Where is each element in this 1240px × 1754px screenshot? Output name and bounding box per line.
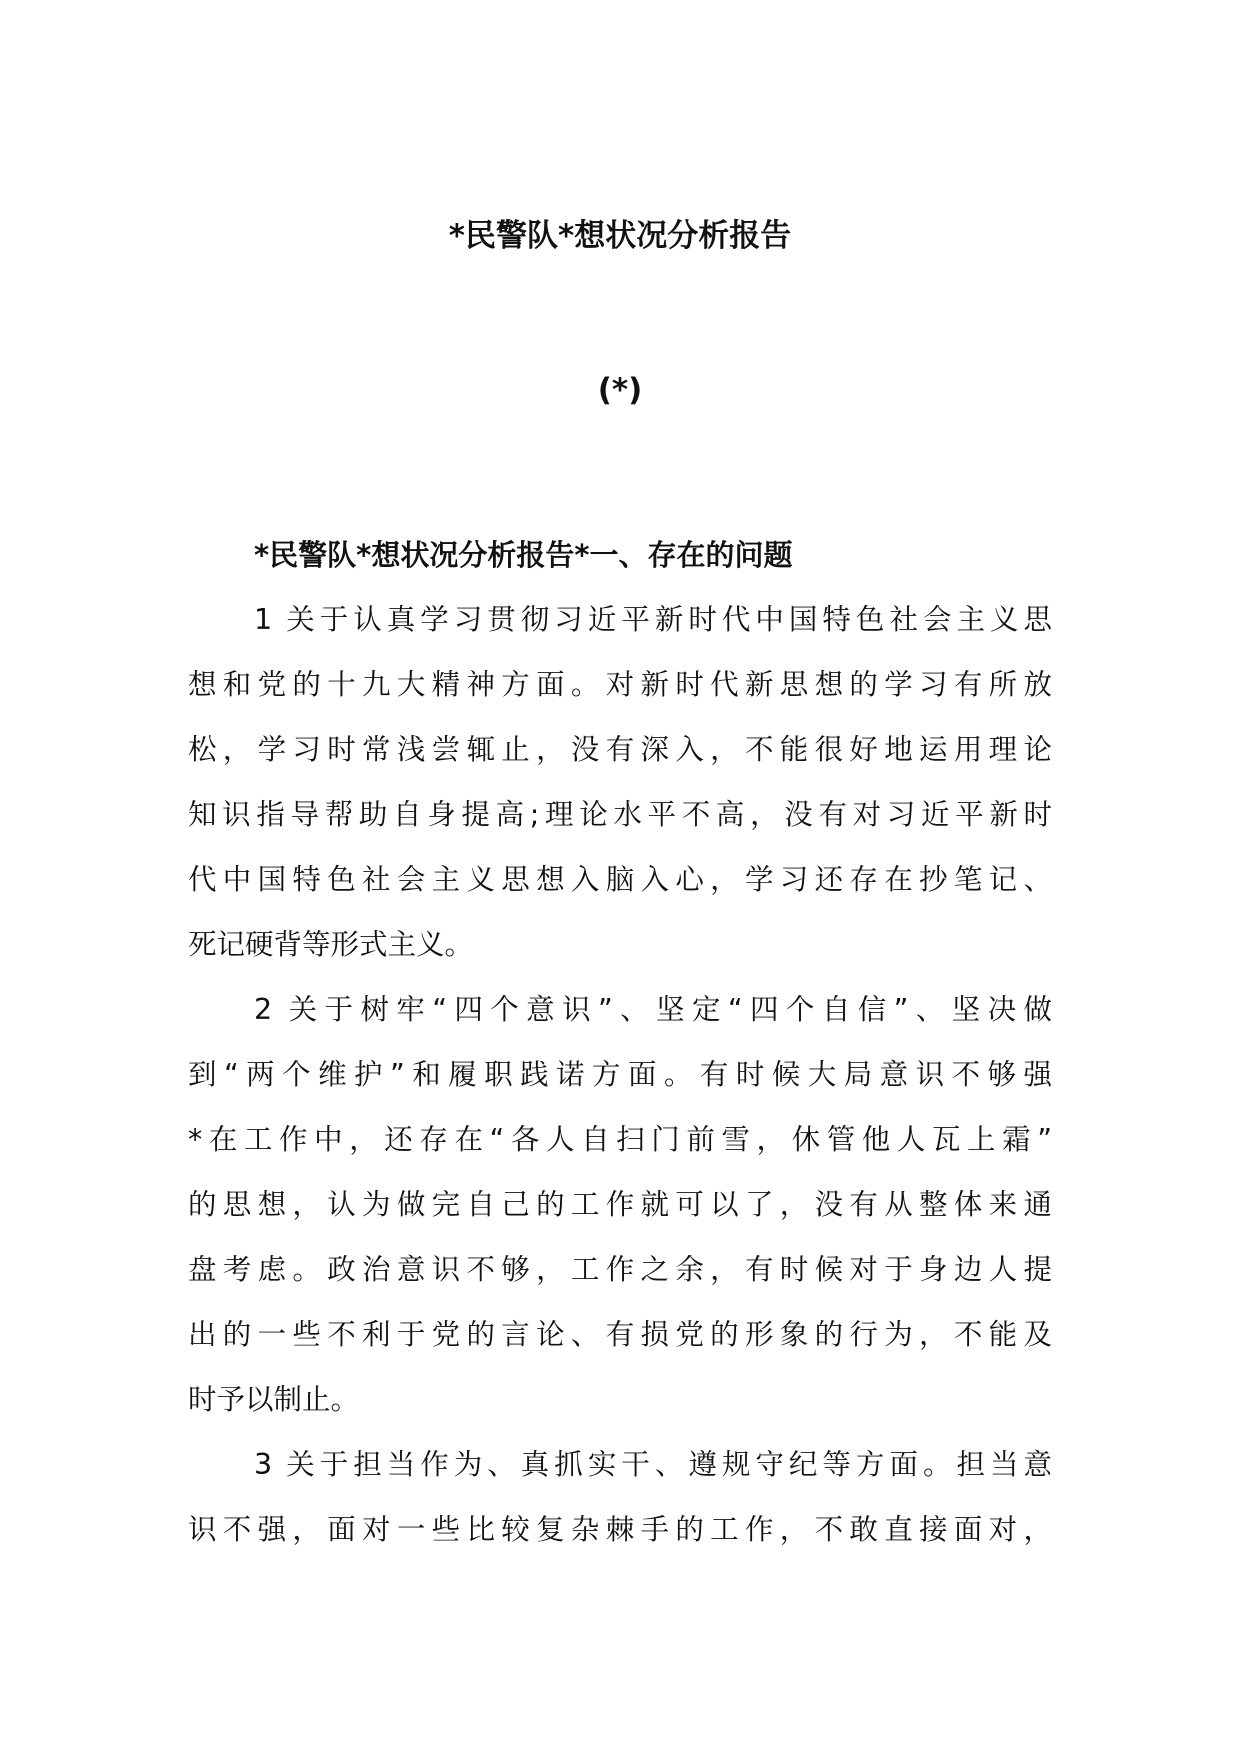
paragraph-line: 时予以制止。 (188, 1383, 360, 1416)
paragraph-line: 3 关于担当作为、真抓实干、遵规守纪等方面。担当意 (254, 1448, 1052, 1481)
paragraph-line: 2 关于树牢“四个意识”、坚定“四个自信”、坚决做 (254, 993, 1052, 1026)
paragraph-line: 死记硬背等形式主义。 (188, 928, 474, 961)
document-body (188, 532, 1052, 1572)
paragraph (188, 597, 1052, 987)
paragraph-line: 松，学习时常浅尝辄止，没有深入，不能很好地运用理论 (188, 733, 1052, 766)
paragraph-line: 知识指导帮助自身提高;理论水平不高，没有对习近平新时 (188, 798, 1052, 831)
paragraph-line: 出的一些不利于党的言论、有损党的形象的行为，不能及 (188, 1318, 1052, 1351)
section-heading: *民警队*想状况分析报告*一、存在的问题 (254, 538, 793, 572)
paragraph-line: 的思想，认为做完自己的工作就可以了，没有从整体来通 (188, 1188, 1052, 1221)
paragraph-line: 到“两个维护”和履职践诺方面。有时候大局意识不够强 (188, 1058, 1052, 1091)
paragraph-line: 想和党的十九大精神方面。对新时代新思想的学习有所放 (188, 668, 1052, 701)
paragraph-line: 盘考虑。政治意识不够，工作之余，有时候对于身边人提 (188, 1253, 1052, 1286)
paragraph-line: 1 关于认真学习贯彻习近平新时代中国特色社会主义思 (254, 603, 1052, 636)
paragraph (188, 1442, 1052, 1572)
document-title: *民警队*想状况分析报告 (448, 218, 792, 254)
paragraph-line: *在工作中，还存在“各人自扫门前雪，休管他人瓦上霜” (188, 1123, 1052, 1156)
document-subtitle: (*) (597, 372, 643, 408)
paragraph-line: 识不强，面对一些比较复杂棘手的工作，不敢直接面对， (188, 1513, 1052, 1546)
paragraph-line: 代中国特色社会主义思想入脑入心，学习还存在抄笔记、 (188, 863, 1052, 896)
paragraph (188, 987, 1052, 1442)
